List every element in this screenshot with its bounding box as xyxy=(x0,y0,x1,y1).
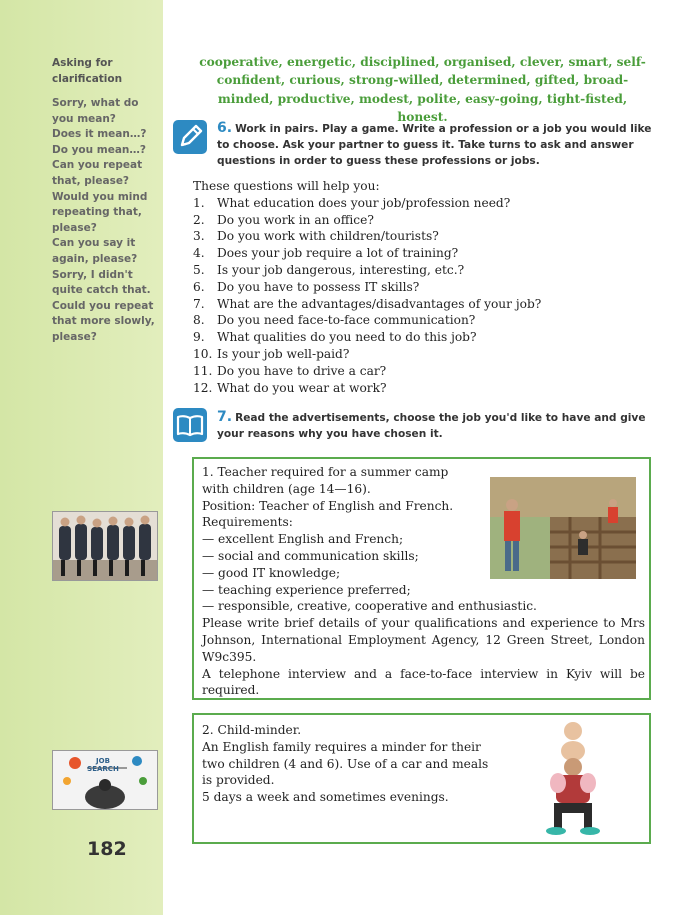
sidebar-title: Asking for clarification xyxy=(52,57,123,85)
question-number: 2. xyxy=(193,212,205,227)
phrase: Could you repeat that more slowly, please? xyxy=(52,299,155,343)
question-item xyxy=(193,212,653,229)
question-item xyxy=(193,296,653,313)
question-item xyxy=(193,262,653,279)
question-text: What education does your job/profession need? xyxy=(217,195,511,210)
child-minder-photo xyxy=(528,719,618,837)
task-text: Read the advertisements, choose the job you'd like to have and give your reasons why you have chosen it. xyxy=(217,412,646,440)
summer-camp-photo xyxy=(490,477,636,579)
questions-intro: These questions will help you: xyxy=(193,179,380,193)
question-item xyxy=(193,329,653,346)
question-text: Do you have to possess IT skills? xyxy=(217,279,420,294)
question-number: 7. xyxy=(193,296,205,311)
ad-heading: with children (age 14—16). xyxy=(202,481,371,496)
ad-requirement: — teaching experience preferred; xyxy=(202,582,411,597)
task-7-instructions xyxy=(217,410,653,443)
question-list xyxy=(193,195,653,397)
question-number: 12. xyxy=(193,380,213,395)
question-text: Do you work with children/tourists? xyxy=(217,229,439,244)
sidebar xyxy=(0,0,163,915)
job-interview-photo xyxy=(52,511,158,581)
phrase: Would you mind repeating that, please? xyxy=(52,190,148,234)
phrase: Sorry, I didn't quite catch that. xyxy=(52,268,151,297)
phrase: Can you repeat that, please? xyxy=(52,159,143,187)
ad-heading: 1. Teacher required for a summer camp xyxy=(202,465,449,479)
task-6-instructions xyxy=(217,121,653,169)
question-number: 4. xyxy=(193,246,205,261)
question-item xyxy=(193,312,653,329)
advertisement-child-minder xyxy=(192,713,651,844)
ad-body: An English family requires a minder for their two children (4 and 6). Use of a car and meals is provided. xyxy=(202,739,489,788)
job-search-label: JOB SEARCH xyxy=(87,757,119,773)
question-number: 9. xyxy=(193,330,205,345)
ad-requirements-label: Requirements: xyxy=(202,515,293,530)
phrase: Does it mean…? xyxy=(52,128,147,141)
question-text: Do you have to drive a car? xyxy=(217,363,387,378)
ad-interview: A telephone interview and a face-to-face interview in Kyiv will be required. xyxy=(202,666,645,698)
adjective-list: cooperative, energetic, disciplined, organised, clever, smart, self-confident, curious, strong-willed, determined, gifted, broad-minded, productive, modest, polite, easy-going, tight-fisted, honest. xyxy=(199,55,646,125)
question-text: Does your job require a lot of training? xyxy=(217,246,459,261)
question-item xyxy=(193,245,653,262)
question-item xyxy=(193,195,653,212)
job-search-photo xyxy=(52,750,158,810)
question-text: What qualities do you need to do this job? xyxy=(217,330,477,345)
clarification-phrases xyxy=(52,96,160,346)
question-item xyxy=(193,363,653,380)
question-text: Do you need face-to-face communication? xyxy=(217,313,476,328)
question-text: What are the advantages/disadvantages of your job? xyxy=(217,296,542,311)
book-icon xyxy=(173,408,207,442)
phrase: Do you mean…? xyxy=(52,143,146,156)
question-number: 5. xyxy=(193,262,205,277)
page-number: 182 xyxy=(87,838,127,860)
question-item xyxy=(193,380,653,397)
ad-requirement: — social and communication skills; xyxy=(202,548,419,563)
question-item xyxy=(193,346,653,363)
question-item xyxy=(193,279,653,296)
task-number: 6. xyxy=(217,120,233,136)
phrase: Can you say it again, please? xyxy=(52,237,138,265)
advertisement-teacher xyxy=(192,457,651,700)
ad-requirement: — responsible, creative, cooperative and enthusiastic. xyxy=(202,599,537,614)
ad-heading: 2. Child-minder. xyxy=(202,723,302,737)
question-number: 11. xyxy=(193,363,213,378)
question-number: 8. xyxy=(193,313,205,328)
task-text: Work in pairs. Play a game. Write a profession or a job you would like to choose. Ask your partner to guess it. Take turns to ask and answer questions in order to guess these professions or jobs. xyxy=(217,123,652,167)
ad-position: Position: Teacher of English and French. xyxy=(202,498,454,513)
pencil-icon xyxy=(173,120,207,154)
question-text: What do you wear at work? xyxy=(217,380,387,395)
question-item xyxy=(193,228,653,245)
question-number: 10. xyxy=(193,346,213,361)
question-number: 6. xyxy=(193,279,205,294)
question-number: 3. xyxy=(193,229,205,244)
ad-2-text xyxy=(202,722,502,806)
question-number: 1. xyxy=(193,195,205,210)
ad-requirement: — excellent English and French; xyxy=(202,532,404,547)
question-text: Do you work in an office? xyxy=(217,212,374,227)
question-text: Is your job dangerous, interesting, etc.? xyxy=(217,262,465,277)
ad-requirement: — good IT knowledge; xyxy=(202,565,341,580)
question-text: Is your job well-paid? xyxy=(217,346,350,361)
phrase: Sorry, what do you mean? xyxy=(52,97,139,125)
ad-contact: Please write brief details of your qualifications and experience to Mrs Johnson, International Employment Agency, 12 Green Street, London W9c395. xyxy=(202,616,645,664)
ad-schedule: 5 days a week and sometimes evenings. xyxy=(202,790,449,805)
task-number: 7. xyxy=(217,409,233,425)
